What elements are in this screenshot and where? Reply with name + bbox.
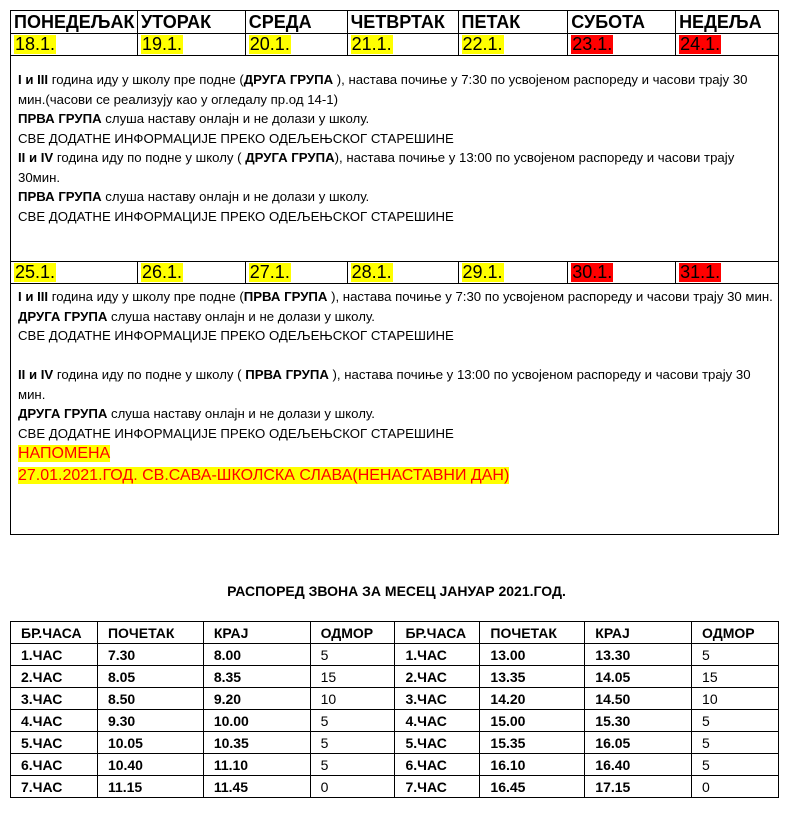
notice-paragraph: СВЕ ДОДАТНЕ ИНФОРМАЦИЈЕ ПРЕКО ОДЕЉЕЊСКОГ СТАРЕШИНЕ [18, 328, 454, 343]
table-cell: 6.ЧАС [395, 754, 480, 776]
table-row [11, 688, 779, 710]
table-cell: 5 [310, 754, 395, 776]
column-header: БР.ЧАСА [395, 622, 480, 644]
note-title: НАПОМЕНА [18, 445, 111, 462]
table-cell: 10.00 [203, 710, 310, 732]
bell-rows [11, 644, 779, 798]
table-cell: 5 [692, 710, 779, 732]
table-cell: 13.35 [480, 666, 585, 688]
table-cell: 11.10 [203, 754, 310, 776]
table-cell: 4.ЧАС [395, 710, 480, 732]
notice-paragraph: II и IV година иду по подне у школу ( ДРУГА ГРУПА), настава почиње у 13:00 по усвојеном распореду и часови трају 30мин. [18, 150, 735, 185]
table-cell: 14.50 [585, 688, 692, 710]
date-cell: 19.1. [141, 34, 183, 54]
column-header: ОДМОР [310, 622, 395, 644]
date-cell: 21.1. [351, 34, 392, 54]
table-cell: 8.50 [97, 688, 203, 710]
notice-paragraph: СВЕ ДОДАТНЕ ИНФОРМАЦИЈЕ ПРЕКО ОДЕЉЕЊСКОГ СТАРЕШИНЕ [18, 130, 454, 146]
table-cell: 9.20 [203, 688, 310, 710]
notice-paragraph: СВЕ ДОДАТНЕ ИНФОРМАЦИЈЕ ПРЕКО ОДЕЉЕЊСКОГ СТАРЕШИНЕ [18, 425, 454, 441]
column-header: ОДМОР [692, 622, 779, 644]
day-header: ПОНЕДЕЉАК [11, 11, 138, 34]
column-header: ПОЧЕТАК [480, 622, 585, 644]
table-cell: 16.45 [480, 776, 585, 798]
table-cell: 6.ЧАС [11, 754, 98, 776]
table-cell: 8.00 [203, 644, 310, 666]
notice-paragraph: ДРУГА ГРУПА слуша наставу онлајн и не долази у школу. [18, 406, 375, 421]
table-row [11, 666, 779, 688]
table-cell: 5 [692, 754, 779, 776]
notice-paragraph: I и III година иду у школу пре подне (ДРУГА ГРУПА ), настава почиње у 7:30 по усвојеном распореду и часови трају 30 мин.(часови се реализују као у огледалу пр.од 14-1) [18, 72, 748, 107]
day-header: ЧЕТВРТАК [347, 11, 458, 34]
day-names-row [11, 11, 779, 34]
table-cell: 2.ЧАС [395, 666, 480, 688]
table-cell: 4.ЧАС [11, 710, 98, 732]
column-header: БР.ЧАСА [11, 622, 98, 644]
table-row [11, 754, 779, 776]
week2-notice-row [11, 284, 779, 535]
table-cell: 17.15 [585, 776, 692, 798]
table-cell: 5 [692, 732, 779, 754]
date-cell-weekend: 30.1. [572, 262, 613, 282]
table-cell: 5 [310, 644, 395, 666]
table-cell: 15.30 [585, 710, 692, 732]
table-cell: 11.45 [203, 776, 310, 798]
table-cell: 13.00 [480, 644, 585, 666]
table-cell: 10.40 [97, 754, 203, 776]
date-cell-weekend: 23.1. [572, 34, 613, 54]
column-header: КРАЈ [203, 622, 310, 644]
week1-dates-row [11, 34, 779, 56]
day-header: ПЕТАК [458, 11, 568, 34]
week1-notice [11, 56, 779, 262]
table-cell: 16.40 [585, 754, 692, 776]
bell-schedule-table [10, 621, 779, 798]
day-header: СРЕДА [245, 11, 347, 34]
weekly-schedule-table [10, 10, 779, 535]
table-cell: 7.30 [97, 644, 203, 666]
table-cell: 7.ЧАС [11, 776, 98, 798]
table-cell: 9.30 [97, 710, 203, 732]
table-cell: 5 [692, 644, 779, 666]
notice-paragraph: СВЕ ДОДАТНЕ ИНФОРМАЦИЈЕ ПРЕКО ОДЕЉЕЊСКОГ СТАРЕШИНЕ [18, 208, 454, 224]
table-cell: 15 [692, 666, 779, 688]
week2-dates-row [11, 262, 779, 284]
table-cell: 16.10 [480, 754, 585, 776]
spacer [18, 346, 778, 366]
table-cell: 14.20 [480, 688, 585, 710]
table-cell: 1.ЧАС [11, 644, 98, 666]
table-cell: 8.35 [203, 666, 310, 688]
day-header: НЕДЕЉА [676, 11, 779, 34]
notice-paragraph: II и IV година иду по подне у школу ( ПРВА ГРУПА ), настава почиње у 13:00 по усвојеном распореду и часови трају 30 мин. [18, 367, 751, 402]
column-header: ПОЧЕТАК [97, 622, 203, 644]
bell-schedule-title: РАСПОРЕД ЗВОНА ЗА МЕСЕЦ ЈАНУАР 2021.ГОД. [227, 583, 566, 599]
date-cell: 28.1. [351, 262, 392, 282]
date-cell: 22.1. [462, 34, 503, 54]
table-cell: 5.ЧАС [395, 732, 480, 754]
table-cell: 0 [692, 776, 779, 798]
table-cell: 0 [310, 776, 395, 798]
date-cell: 27.1. [249, 262, 290, 282]
bell-header-row [11, 622, 779, 644]
table-cell: 16.05 [585, 732, 692, 754]
table-cell: 11.15 [97, 776, 203, 798]
table-cell: 10 [310, 688, 395, 710]
table-cell: 5.ЧАС [11, 732, 98, 754]
date-cell: 25.1. [15, 262, 56, 282]
week1-notice-row [11, 56, 779, 262]
table-row [11, 710, 779, 732]
date-cell: 26.1. [141, 262, 183, 282]
table-cell: 10 [692, 688, 779, 710]
notice-paragraph: I и III година иду у школу пре подне (ПРВА ГРУПА ), настава почиње у 7:30 по усвојеном распореду и часови трају 30 мин. [18, 289, 773, 304]
table-cell: 1.ЧАС [395, 644, 480, 666]
day-header: СУБОТА [568, 11, 676, 34]
table-cell: 15.35 [480, 732, 585, 754]
date-cell-weekend: 24.1. [680, 34, 721, 54]
notice-paragraph: ПРВА ГРУПА слуша наставу онлајн и не долази у школу. [18, 189, 370, 204]
date-cell: 18.1. [15, 34, 56, 54]
table-cell: 8.05 [97, 666, 203, 688]
table-cell: 3.ЧАС [395, 688, 480, 710]
table-cell: 5 [310, 732, 395, 754]
table-row [11, 776, 779, 798]
table-cell: 3.ЧАС [11, 688, 98, 710]
table-row [11, 732, 779, 754]
table-cell: 14.05 [585, 666, 692, 688]
table-cell: 15 [310, 666, 395, 688]
notice-paragraph: ПРВА ГРУПА слуша наставу онлајн и не долази у школу. [18, 111, 370, 126]
table-cell: 5 [310, 710, 395, 732]
date-cell-weekend: 31.1. [680, 262, 721, 282]
note-text: 27.01.2021.ГОД. СВ.САВА-ШКОЛСКА СЛАВА(НЕНАСТАВНИ ДАН) [18, 467, 510, 484]
table-cell: 10.05 [97, 732, 203, 754]
notice-paragraph: ДРУГА ГРУПА слуша наставу онлајн и не долази у школу. [18, 308, 375, 324]
table-cell: 13.30 [585, 644, 692, 666]
table-cell: 15.00 [480, 710, 585, 732]
table-cell: 7.ЧАС [395, 776, 480, 798]
date-cell: 29.1. [462, 262, 503, 282]
date-cell: 20.1. [249, 34, 290, 54]
week2-notice [11, 284, 779, 535]
column-header: КРАЈ [585, 622, 692, 644]
table-row [11, 644, 779, 666]
table-cell: 10.35 [203, 732, 310, 754]
day-header: УТОРАК [137, 11, 245, 34]
table-cell: 2.ЧАС [11, 666, 98, 688]
